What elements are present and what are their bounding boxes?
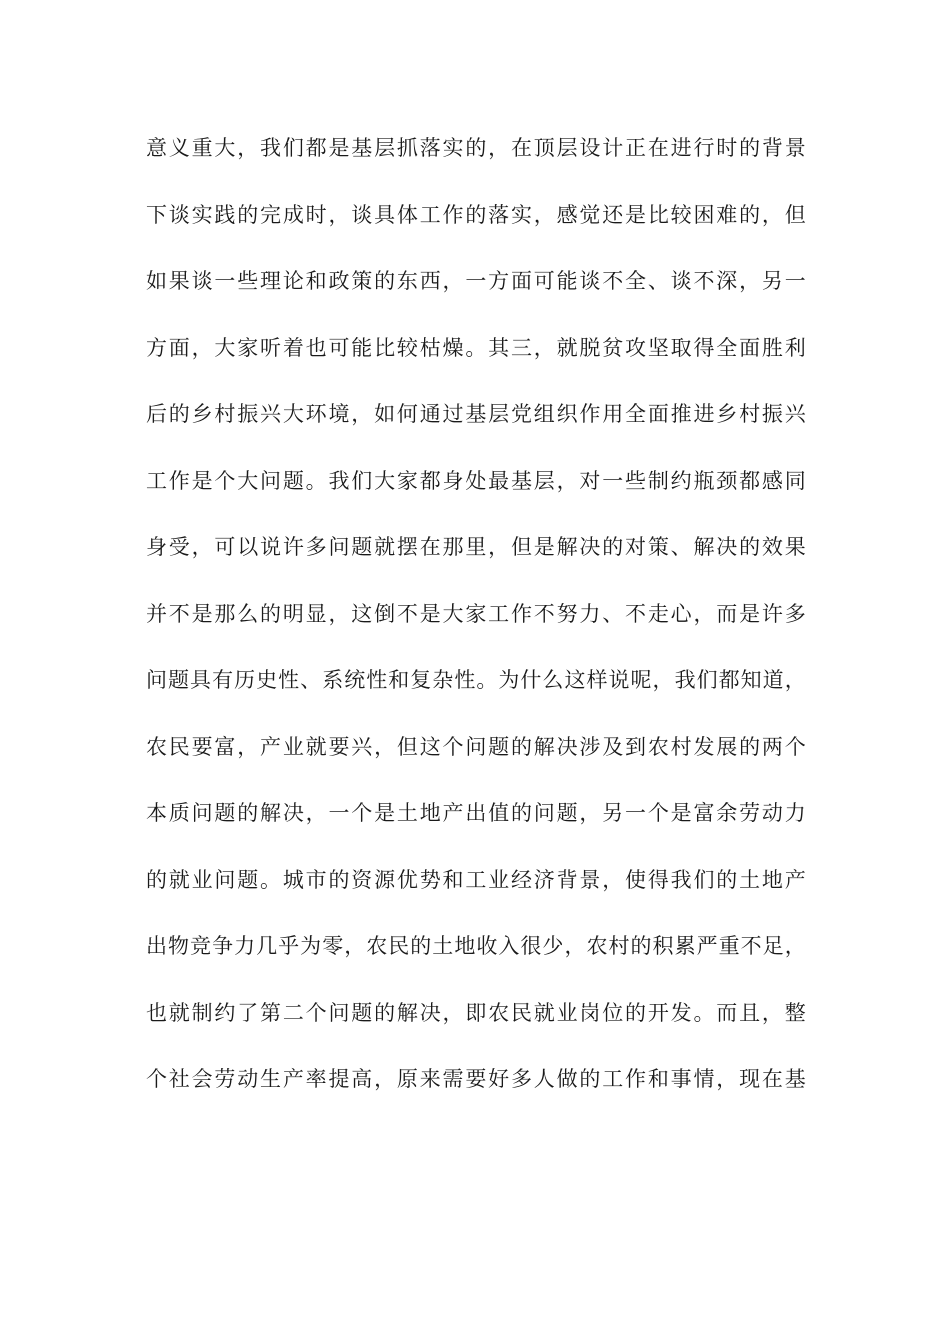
text-line: 如果谈一些理论和政策的东西，一方面可能谈不全、谈不深，另一 [146,269,806,293]
text-line: 并不是那么的明显，这倒不是大家工作不努力、不走心，而是许多 [146,601,806,626]
text-line: 农民要富，产业就要兴，但这个问题的解决涉及到农村发展的两个 [146,734,806,759]
document-body [146,128,806,1126]
text-line: 方面，大家听着也可能比较枯燥。其三，就脱贫攻坚取得全面胜利 [146,335,806,360]
text-line: 下谈实践的完成时，谈具体工作的落实，感觉还是比较困难的，但 [146,202,806,227]
text-line: 问题具有历史性、系统性和复杂性。为什么这样说呢，我们都知道， [146,668,806,692]
text-line: 工作是个大问题。我们大家都身处最基层，对一些制约瓶颈都感同 [146,468,806,493]
text-line: 本质问题的解决，一个是土地产出值的问题，另一个是富余劳动力 [146,801,806,825]
text-line: 意义重大，我们都是基层抓落实的，在顶层设计正在进行时的背景 [146,136,806,160]
text-line: 身受，可以说许多问题就摆在那里，但是解决的对策、解决的效果 [146,535,806,559]
text-line: 后的乡村振兴大环境，如何通过基层党组织作用全面推进乡村振兴 [146,402,806,426]
text-line: 的就业问题。城市的资源优势和工业经济背景，使得我们的土地产 [146,867,806,892]
text-line: 出物竞争力几乎为零，农民的土地收入很少，农村的积累严重不足， [146,934,806,958]
text-line: 也就制约了第二个问题的解决，即农民就业岗位的开发。而且，整 [146,1000,806,1025]
text-line: 个社会劳动生产率提高，原来需要好多人做的工作和事情，现在基 [146,1067,806,1091]
